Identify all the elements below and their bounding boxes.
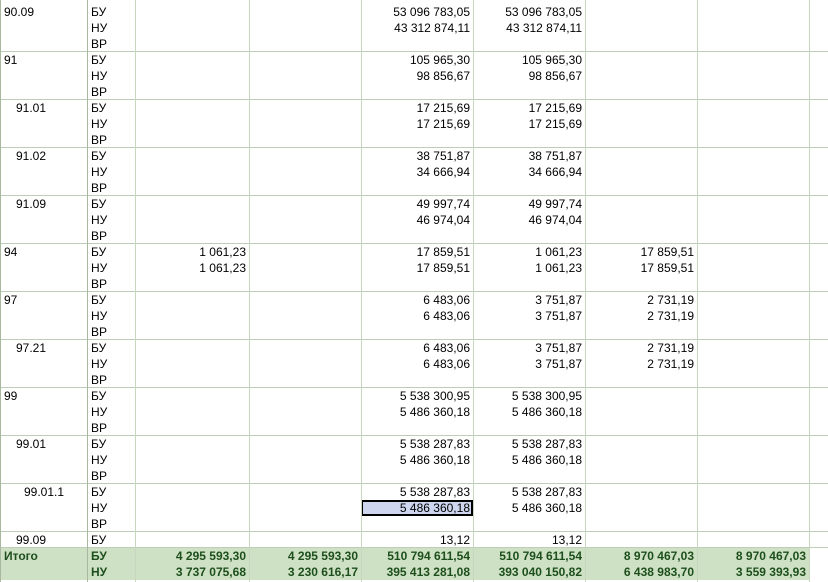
value-cell[interactable] xyxy=(361,324,473,340)
value-cell[interactable]: 3 751,87 xyxy=(535,309,582,323)
value-cell[interactable] xyxy=(249,452,361,468)
value-cell[interactable] xyxy=(249,20,361,36)
value-cell[interactable] xyxy=(697,164,809,180)
accounting-type[interactable]: НУ xyxy=(91,213,108,227)
value-cell[interactable] xyxy=(249,164,361,180)
value-cell[interactable] xyxy=(473,180,585,196)
value-cell[interactable] xyxy=(135,308,249,324)
accounting-type[interactable]: НУ xyxy=(91,21,108,35)
value-cell[interactable] xyxy=(249,420,361,436)
value-cell[interactable] xyxy=(135,292,249,308)
value-cell[interactable]: 43 312 874,11 xyxy=(394,21,470,35)
total-value-cell[interactable]: 3 737 075,68 xyxy=(175,565,246,579)
value-cell[interactable] xyxy=(473,84,585,100)
value-cell[interactable] xyxy=(473,516,585,532)
value-cell[interactable] xyxy=(135,52,249,68)
value-cell[interactable]: 5 486 360,18 xyxy=(511,501,582,515)
value-cell[interactable] xyxy=(697,372,809,388)
value-cell[interactable]: 2 731,19 xyxy=(647,341,694,355)
total-value-cell[interactable]: 393 040 150,82 xyxy=(498,565,582,579)
value-cell[interactable]: 17 215,69 xyxy=(416,101,470,115)
value-cell[interactable] xyxy=(135,420,249,436)
value-cell[interactable] xyxy=(585,228,697,244)
value-cell[interactable] xyxy=(585,148,697,164)
value-cell[interactable] xyxy=(697,100,809,116)
value-cell[interactable]: 5 538 287,83 xyxy=(511,485,582,499)
value-cell[interactable]: 105 965,30 xyxy=(521,53,582,67)
accounting-type[interactable]: БУ xyxy=(91,245,107,259)
grid-column-line xyxy=(135,0,136,582)
value-cell[interactable]: 98 856,67 xyxy=(416,69,470,83)
total-value-cell[interactable]: 8 970 467,03 xyxy=(735,549,806,563)
value-cell[interactable]: 1 061,23 xyxy=(199,261,246,275)
value-cell[interactable]: 1 061,23 xyxy=(199,245,246,259)
accounting-type[interactable]: БУ xyxy=(91,341,107,355)
accounting-type[interactable]: БУ xyxy=(91,149,107,163)
value-cell[interactable]: 46 974,04 xyxy=(528,213,582,227)
accounting-type[interactable]: БУ xyxy=(91,101,107,115)
value-cell[interactable] xyxy=(135,452,249,468)
value-cell[interactable] xyxy=(697,340,809,356)
value-cell[interactable] xyxy=(585,116,697,132)
value-cell[interactable] xyxy=(135,212,249,228)
value-cell[interactable] xyxy=(361,36,473,52)
grid-column-line xyxy=(87,0,88,582)
accounting-type[interactable]: БУ xyxy=(91,389,107,403)
value-cell[interactable] xyxy=(249,388,361,404)
value-cell[interactable] xyxy=(249,36,361,52)
accounting-type[interactable]: БУ xyxy=(91,437,107,451)
value-cell[interactable] xyxy=(135,532,249,548)
value-cell[interactable] xyxy=(361,276,473,292)
accounting-type[interactable]: НУ xyxy=(91,357,108,371)
total-row xyxy=(0,548,809,564)
value-cell[interactable] xyxy=(135,436,249,452)
value-cell[interactable] xyxy=(697,116,809,132)
grid-column-line xyxy=(697,0,698,582)
value-cell[interactable] xyxy=(249,100,361,116)
value-cell[interactable] xyxy=(361,228,473,244)
value-cell[interactable] xyxy=(249,52,361,68)
value-cell[interactable]: 3 751,87 xyxy=(535,293,582,307)
value-cell[interactable] xyxy=(585,164,697,180)
value-cell[interactable] xyxy=(249,260,361,276)
value-cell[interactable]: 105 965,30 xyxy=(409,53,470,67)
account-code[interactable]: 94 xyxy=(4,245,18,259)
total-value-cell[interactable]: 4 295 593,30 xyxy=(287,549,358,563)
value-cell[interactable] xyxy=(697,20,809,36)
value-cell[interactable]: 43 312 874,11 xyxy=(506,21,582,35)
account-code[interactable]: 97 xyxy=(4,293,18,307)
value-cell[interactable] xyxy=(697,532,809,548)
value-cell[interactable]: 1 061,23 xyxy=(535,261,582,275)
total-value-cell[interactable]: 3 559 393,93 xyxy=(735,565,806,579)
accounting-type[interactable]: НУ xyxy=(91,565,108,579)
value-cell[interactable]: 49 997,74 xyxy=(416,197,470,211)
value-cell[interactable] xyxy=(585,452,697,468)
accounting-type[interactable]: НУ xyxy=(91,501,108,515)
value-cell[interactable] xyxy=(585,500,697,516)
value-cell[interactable] xyxy=(361,420,473,436)
account-code[interactable]: 99.01.1 xyxy=(24,485,65,499)
value-cell[interactable] xyxy=(135,500,249,516)
value-cell[interactable] xyxy=(135,164,249,180)
value-cell[interactable] xyxy=(585,68,697,84)
value-cell[interactable] xyxy=(697,68,809,84)
value-cell[interactable] xyxy=(697,324,809,340)
value-cell[interactable] xyxy=(585,100,697,116)
accounting-type[interactable]: ВР xyxy=(91,85,108,99)
value-cell[interactable] xyxy=(585,404,697,420)
value-cell[interactable] xyxy=(249,212,361,228)
value-cell[interactable] xyxy=(473,468,585,484)
value-cell[interactable]: 38 751,87 xyxy=(416,149,470,163)
value-cell[interactable] xyxy=(585,516,697,532)
value-cell[interactable]: 98 856,67 xyxy=(528,69,582,83)
value-cell[interactable]: 3 751,87 xyxy=(535,357,582,371)
value-cell[interactable] xyxy=(249,356,361,372)
value-cell[interactable]: 38 751,87 xyxy=(528,149,582,163)
value-cell[interactable]: 13,12 xyxy=(551,533,582,547)
grid-column-line xyxy=(809,0,810,582)
accounting-type[interactable]: ВР xyxy=(91,517,108,531)
value-cell[interactable] xyxy=(249,308,361,324)
value-cell[interactable] xyxy=(249,516,361,532)
grid-column-line xyxy=(585,0,586,582)
value-cell[interactable] xyxy=(585,4,697,20)
value-cell[interactable] xyxy=(697,84,809,100)
value-cell[interactable] xyxy=(473,420,585,436)
value-cell[interactable] xyxy=(361,372,473,388)
value-cell[interactable]: 5 538 300,95 xyxy=(399,389,470,403)
value-cell[interactable]: 5 486 360,18 xyxy=(399,453,470,467)
value-cell[interactable] xyxy=(249,196,361,212)
value-cell[interactable] xyxy=(135,20,249,36)
accounting-type[interactable]: БУ xyxy=(91,549,107,563)
value-cell[interactable] xyxy=(585,196,697,212)
value-cell[interactable]: 6 483,06 xyxy=(423,341,470,355)
total-value-cell[interactable]: 510 794 611,54 xyxy=(499,549,582,563)
accounting-type[interactable]: ВР xyxy=(91,133,108,147)
value-cell[interactable] xyxy=(585,180,697,196)
value-cell[interactable] xyxy=(697,500,809,516)
value-cell[interactable] xyxy=(473,276,585,292)
value-cell[interactable] xyxy=(135,100,249,116)
accounting-type[interactable]: ВР xyxy=(91,37,108,51)
value-cell[interactable] xyxy=(585,212,697,228)
account-code[interactable]: 99.09 xyxy=(16,533,47,547)
value-cell[interactable]: 2 731,19 xyxy=(647,309,694,323)
value-cell[interactable] xyxy=(585,276,697,292)
value-cell[interactable] xyxy=(135,196,249,212)
value-cell[interactable] xyxy=(585,468,697,484)
value-cell[interactable] xyxy=(697,36,809,52)
accounting-type[interactable]: ВР xyxy=(91,325,108,339)
value-cell[interactable] xyxy=(135,116,249,132)
accounting-type[interactable]: БУ xyxy=(91,533,107,547)
value-cell[interactable] xyxy=(473,132,585,148)
value-cell[interactable] xyxy=(249,180,361,196)
value-cell[interactable] xyxy=(697,420,809,436)
value-cell[interactable]: 34 666,94 xyxy=(528,165,582,179)
value-cell[interactable] xyxy=(697,468,809,484)
value-cell[interactable] xyxy=(249,228,361,244)
total-value-cell[interactable]: 395 413 281,08 xyxy=(386,565,470,579)
value-cell[interactable] xyxy=(697,388,809,404)
account-code[interactable]: 91.01 xyxy=(16,101,47,115)
value-cell[interactable] xyxy=(249,324,361,340)
value-cell[interactable] xyxy=(249,276,361,292)
value-cell[interactable] xyxy=(135,84,249,100)
value-cell[interactable] xyxy=(697,244,809,260)
value-cell[interactable] xyxy=(249,132,361,148)
accounting-type[interactable]: НУ xyxy=(91,165,108,179)
value-cell[interactable]: 5 538 300,95 xyxy=(511,389,582,403)
account-code[interactable]: 91 xyxy=(4,53,18,67)
value-cell[interactable] xyxy=(135,356,249,372)
value-cell[interactable] xyxy=(585,84,697,100)
value-cell[interactable] xyxy=(697,148,809,164)
value-cell[interactable]: 49 997,74 xyxy=(528,197,582,211)
value-cell[interactable]: 53 096 783,05 xyxy=(393,5,470,19)
accounting-type[interactable]: НУ xyxy=(91,405,108,419)
value-cell[interactable] xyxy=(135,324,249,340)
value-cell[interactable] xyxy=(697,228,809,244)
value-cell[interactable] xyxy=(585,52,697,68)
value-cell[interactable]: 1 061,23 xyxy=(535,245,582,259)
total-label[interactable]: Итого xyxy=(4,549,38,563)
grid-column-line xyxy=(0,0,1,582)
value-cell[interactable] xyxy=(249,468,361,484)
value-cell[interactable]: 17 859,51 xyxy=(416,245,470,259)
value-cell[interactable] xyxy=(361,468,473,484)
value-cell[interactable] xyxy=(697,356,809,372)
value-cell[interactable] xyxy=(697,212,809,228)
value-cell[interactable]: 17 215,69 xyxy=(416,117,470,131)
account-code[interactable]: 97.21 xyxy=(16,341,47,355)
value-cell[interactable] xyxy=(697,276,809,292)
value-cell[interactable] xyxy=(585,436,697,452)
accounting-type[interactable]: БУ xyxy=(91,293,107,307)
value-cell[interactable]: 6 483,06 xyxy=(423,357,470,371)
account-code[interactable]: 91.02 xyxy=(16,149,47,163)
value-cell[interactable]: 17 215,69 xyxy=(528,117,582,131)
value-cell[interactable]: 13,12 xyxy=(439,533,470,547)
value-cell[interactable]: 3 751,87 xyxy=(535,341,582,355)
accounting-type[interactable]: ВР xyxy=(91,421,108,435)
value-cell[interactable]: 53 096 783,05 xyxy=(505,5,582,19)
value-cell[interactable] xyxy=(585,372,697,388)
value-cell[interactable] xyxy=(135,228,249,244)
accounting-type[interactable]: НУ xyxy=(91,117,108,131)
value-cell[interactable]: 2 731,19 xyxy=(647,293,694,307)
accounting-type[interactable]: ВР xyxy=(91,373,108,387)
value-cell[interactable]: 5 486 360,18 xyxy=(511,453,582,467)
value-cell[interactable] xyxy=(697,404,809,420)
value-cell[interactable] xyxy=(249,148,361,164)
value-cell[interactable] xyxy=(697,484,809,500)
value-cell[interactable] xyxy=(697,52,809,68)
value-cell[interactable] xyxy=(249,372,361,388)
value-cell[interactable] xyxy=(135,180,249,196)
value-cell[interactable] xyxy=(361,132,473,148)
value-cell[interactable] xyxy=(135,276,249,292)
grid-column-line xyxy=(249,0,250,582)
value-cell[interactable] xyxy=(249,436,361,452)
value-cell[interactable] xyxy=(473,228,585,244)
value-cell[interactable] xyxy=(135,148,249,164)
value-cell[interactable]: 5 538 287,83 xyxy=(399,485,470,499)
value-cell[interactable]: 17 859,51 xyxy=(640,245,694,259)
accounting-type[interactable]: ВР xyxy=(91,469,108,483)
value-cell[interactable] xyxy=(585,420,697,436)
accounting-type[interactable]: БУ xyxy=(91,197,107,211)
value-cell[interactable] xyxy=(135,4,249,20)
total-value-cell[interactable]: 4 295 593,30 xyxy=(175,549,246,563)
value-cell[interactable]: 5 538 287,83 xyxy=(399,437,470,451)
value-cell[interactable]: 17 859,51 xyxy=(416,261,470,275)
value-cell[interactable] xyxy=(249,68,361,84)
value-cell[interactable] xyxy=(697,292,809,308)
value-cell[interactable]: 6 483,06 xyxy=(423,293,470,307)
value-cell[interactable] xyxy=(697,132,809,148)
value-cell[interactable]: 17 859,51 xyxy=(640,261,694,275)
total-value-cell[interactable]: 6 438 983,70 xyxy=(623,565,694,579)
value-cell[interactable] xyxy=(697,308,809,324)
total-value-cell[interactable]: 510 794 611,54 xyxy=(387,549,470,563)
value-cell[interactable] xyxy=(249,484,361,500)
value-cell[interactable] xyxy=(249,116,361,132)
value-cell[interactable] xyxy=(249,4,361,20)
value-cell[interactable] xyxy=(697,4,809,20)
total-value-cell[interactable]: 3 230 616,17 xyxy=(287,565,358,579)
value-cell[interactable] xyxy=(135,388,249,404)
value-cell[interactable] xyxy=(249,500,361,516)
value-cell[interactable]: 34 666,94 xyxy=(416,165,470,179)
value-cell[interactable] xyxy=(473,36,585,52)
value-cell[interactable] xyxy=(249,532,361,548)
value-cell[interactable] xyxy=(361,516,473,532)
value-cell[interactable] xyxy=(249,84,361,100)
grid-column-line xyxy=(361,0,362,582)
value-cell[interactable] xyxy=(135,516,249,532)
value-cell[interactable] xyxy=(135,468,249,484)
value-cell[interactable] xyxy=(361,180,473,196)
value-cell[interactable] xyxy=(697,260,809,276)
total-row xyxy=(0,564,809,580)
value-cell[interactable] xyxy=(249,244,361,260)
account-code[interactable]: 91.09 xyxy=(16,197,47,211)
value-cell[interactable]: 5 486 360,18 xyxy=(511,405,582,419)
value-cell[interactable] xyxy=(135,340,249,356)
value-cell[interactable] xyxy=(697,452,809,468)
account-code[interactable]: 99 xyxy=(4,389,18,403)
value-cell[interactable] xyxy=(473,324,585,340)
value-cell[interactable] xyxy=(585,20,697,36)
account-code[interactable]: 99.01 xyxy=(16,437,47,451)
value-cell[interactable] xyxy=(361,84,473,100)
value-cell[interactable]: 17 215,69 xyxy=(528,101,582,115)
value-cell[interactable] xyxy=(585,36,697,52)
accounting-type[interactable]: БУ xyxy=(91,485,107,499)
value-cell[interactable]: 6 483,06 xyxy=(423,309,470,323)
value-cell[interactable] xyxy=(249,404,361,420)
value-cell[interactable] xyxy=(697,196,809,212)
value-cell[interactable] xyxy=(585,388,697,404)
value-cell[interactable] xyxy=(135,68,249,84)
value-cell[interactable] xyxy=(135,484,249,500)
value-cell[interactable]: 5 486 360,18 xyxy=(399,405,470,419)
value-cell[interactable] xyxy=(135,132,249,148)
value-cell[interactable] xyxy=(249,292,361,308)
accounting-type[interactable]: НУ xyxy=(91,69,108,83)
value-cell[interactable] xyxy=(585,484,697,500)
value-cell[interactable] xyxy=(135,372,249,388)
accounting-type[interactable]: ВР xyxy=(91,277,108,291)
accounting-type[interactable]: БУ xyxy=(91,53,107,67)
total-value-cell[interactable]: 8 970 467,03 xyxy=(623,549,694,563)
accounting-type[interactable]: ВР xyxy=(91,181,108,195)
value-cell[interactable] xyxy=(697,436,809,452)
value-cell[interactable]: 5 538 287,83 xyxy=(511,437,582,451)
accounting-type[interactable]: НУ xyxy=(91,261,108,275)
accounting-type[interactable]: БУ xyxy=(91,5,107,19)
value-cell[interactable]: 46 974,04 xyxy=(416,213,470,227)
value-cell[interactable] xyxy=(585,324,697,340)
accounting-type[interactable]: НУ xyxy=(91,309,108,323)
selected-cell[interactable]: 5 486 360,18 xyxy=(361,500,473,516)
value-cell[interactable] xyxy=(135,404,249,420)
value-cell[interactable] xyxy=(585,532,697,548)
value-cell[interactable] xyxy=(697,180,809,196)
value-cell[interactable]: 2 731,19 xyxy=(647,357,694,371)
value-cell[interactable] xyxy=(585,132,697,148)
accounting-type[interactable]: ВР xyxy=(91,229,108,243)
value-cell[interactable] xyxy=(473,372,585,388)
accounting-type[interactable]: НУ xyxy=(91,453,108,467)
grid-column-line xyxy=(473,0,474,582)
account-code[interactable]: 90.09 xyxy=(4,5,35,19)
value-cell[interactable] xyxy=(135,36,249,52)
value-cell[interactable] xyxy=(249,340,361,356)
value-cell[interactable] xyxy=(697,516,809,532)
